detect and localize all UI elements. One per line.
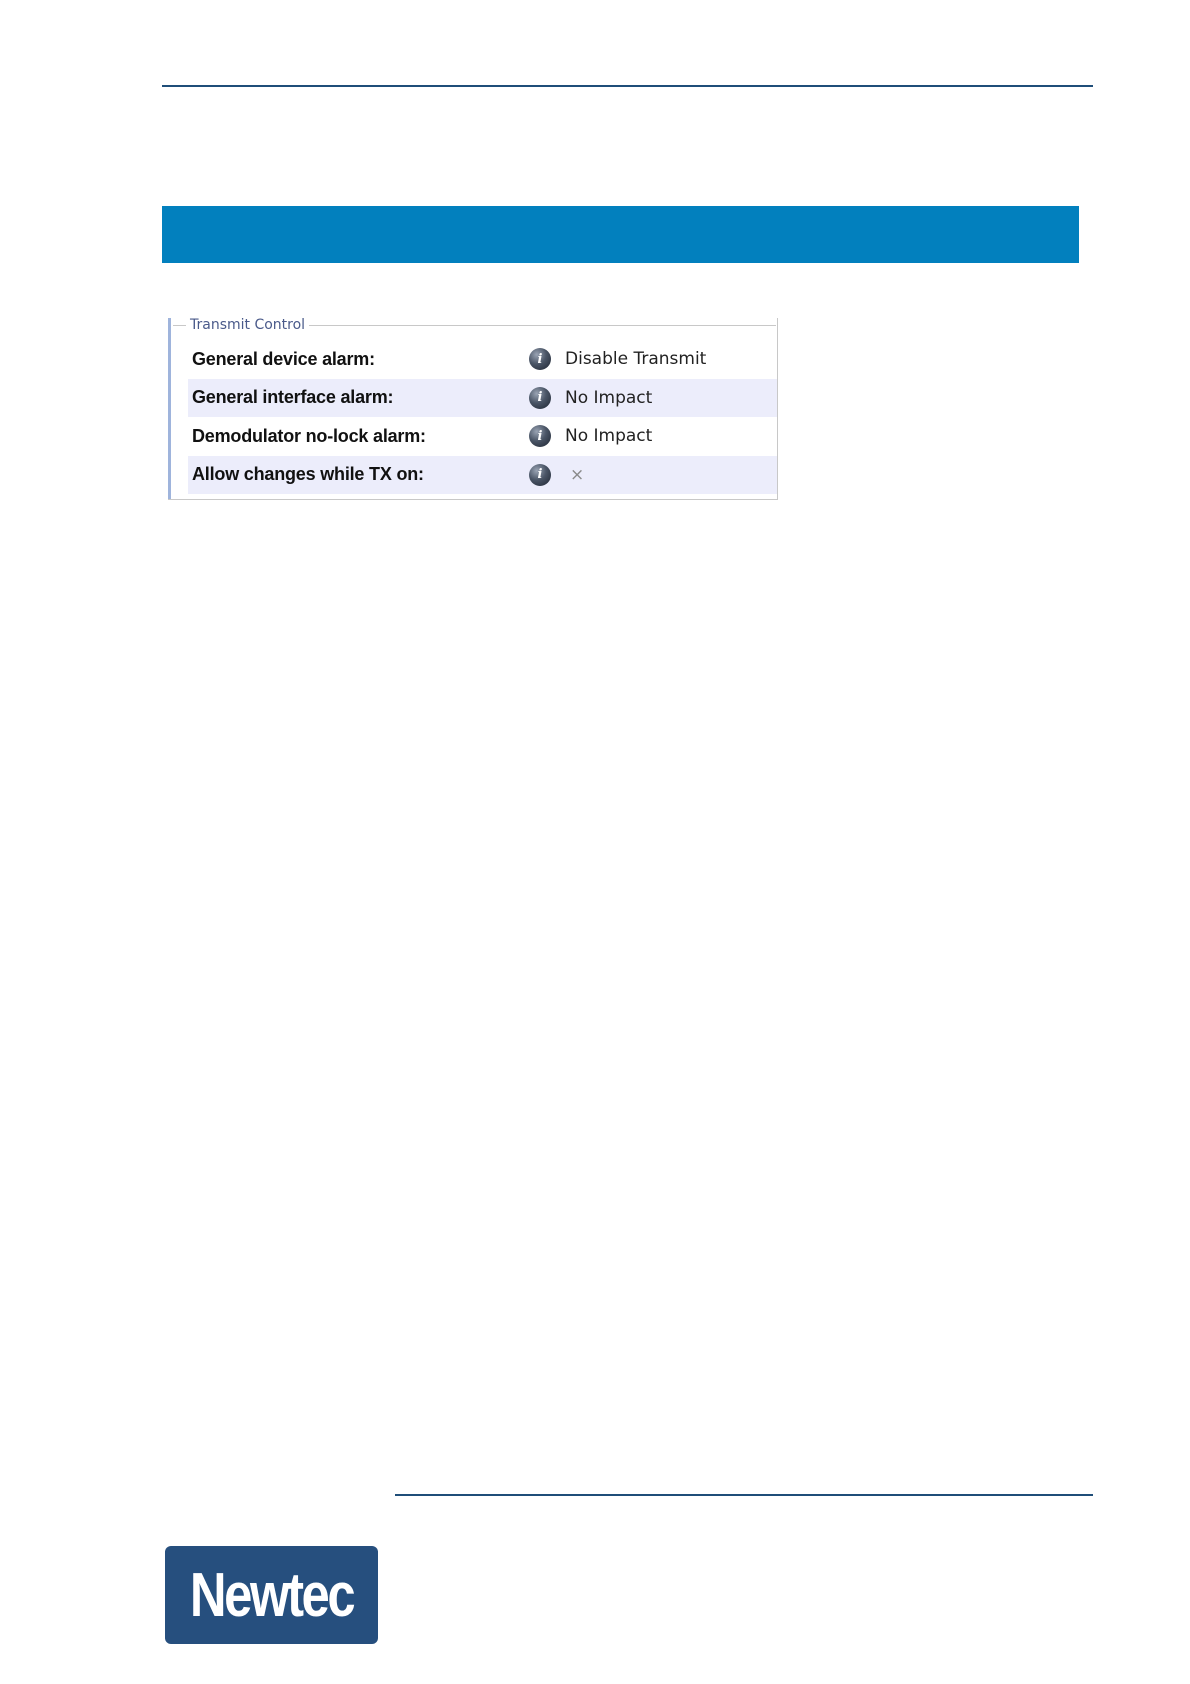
panel-legend: Transmit Control xyxy=(186,316,309,334)
setting-row-general-device-alarm xyxy=(188,340,777,379)
info-icon[interactable]: i xyxy=(529,425,551,447)
setting-row-allow-changes-while-tx-on xyxy=(188,456,777,495)
setting-row-general-interface-alarm xyxy=(188,379,777,418)
info-icon[interactable]: i xyxy=(529,464,551,486)
setting-row-demodulator-no-lock-alarm xyxy=(188,417,777,456)
setting-label: General interface alarm: xyxy=(192,387,394,408)
settings-list xyxy=(188,340,777,494)
setting-value: No Impact xyxy=(565,387,653,408)
info-icon[interactable]: i xyxy=(529,387,551,409)
info-icon[interactable]: i xyxy=(529,348,551,370)
panel-border-bottom xyxy=(168,499,778,500)
section-banner xyxy=(162,206,1079,263)
setting-value: No Impact xyxy=(565,426,653,447)
setting-label: Allow changes while TX on: xyxy=(192,464,424,485)
header-rule xyxy=(162,85,1093,87)
footer-rule xyxy=(395,1494,1093,1496)
setting-value: Disable Transmit xyxy=(565,349,707,370)
setting-label: Demodulator no-lock alarm: xyxy=(192,425,426,446)
panel-border-right xyxy=(777,318,778,500)
panel-left-accent xyxy=(168,318,171,500)
logo-text: Newtec xyxy=(189,1560,354,1630)
newtec-logo xyxy=(165,1546,378,1644)
setting-label: General device alarm: xyxy=(192,348,375,369)
disabled-x-icon: × xyxy=(570,464,585,485)
transmit-control-panel xyxy=(168,314,778,500)
